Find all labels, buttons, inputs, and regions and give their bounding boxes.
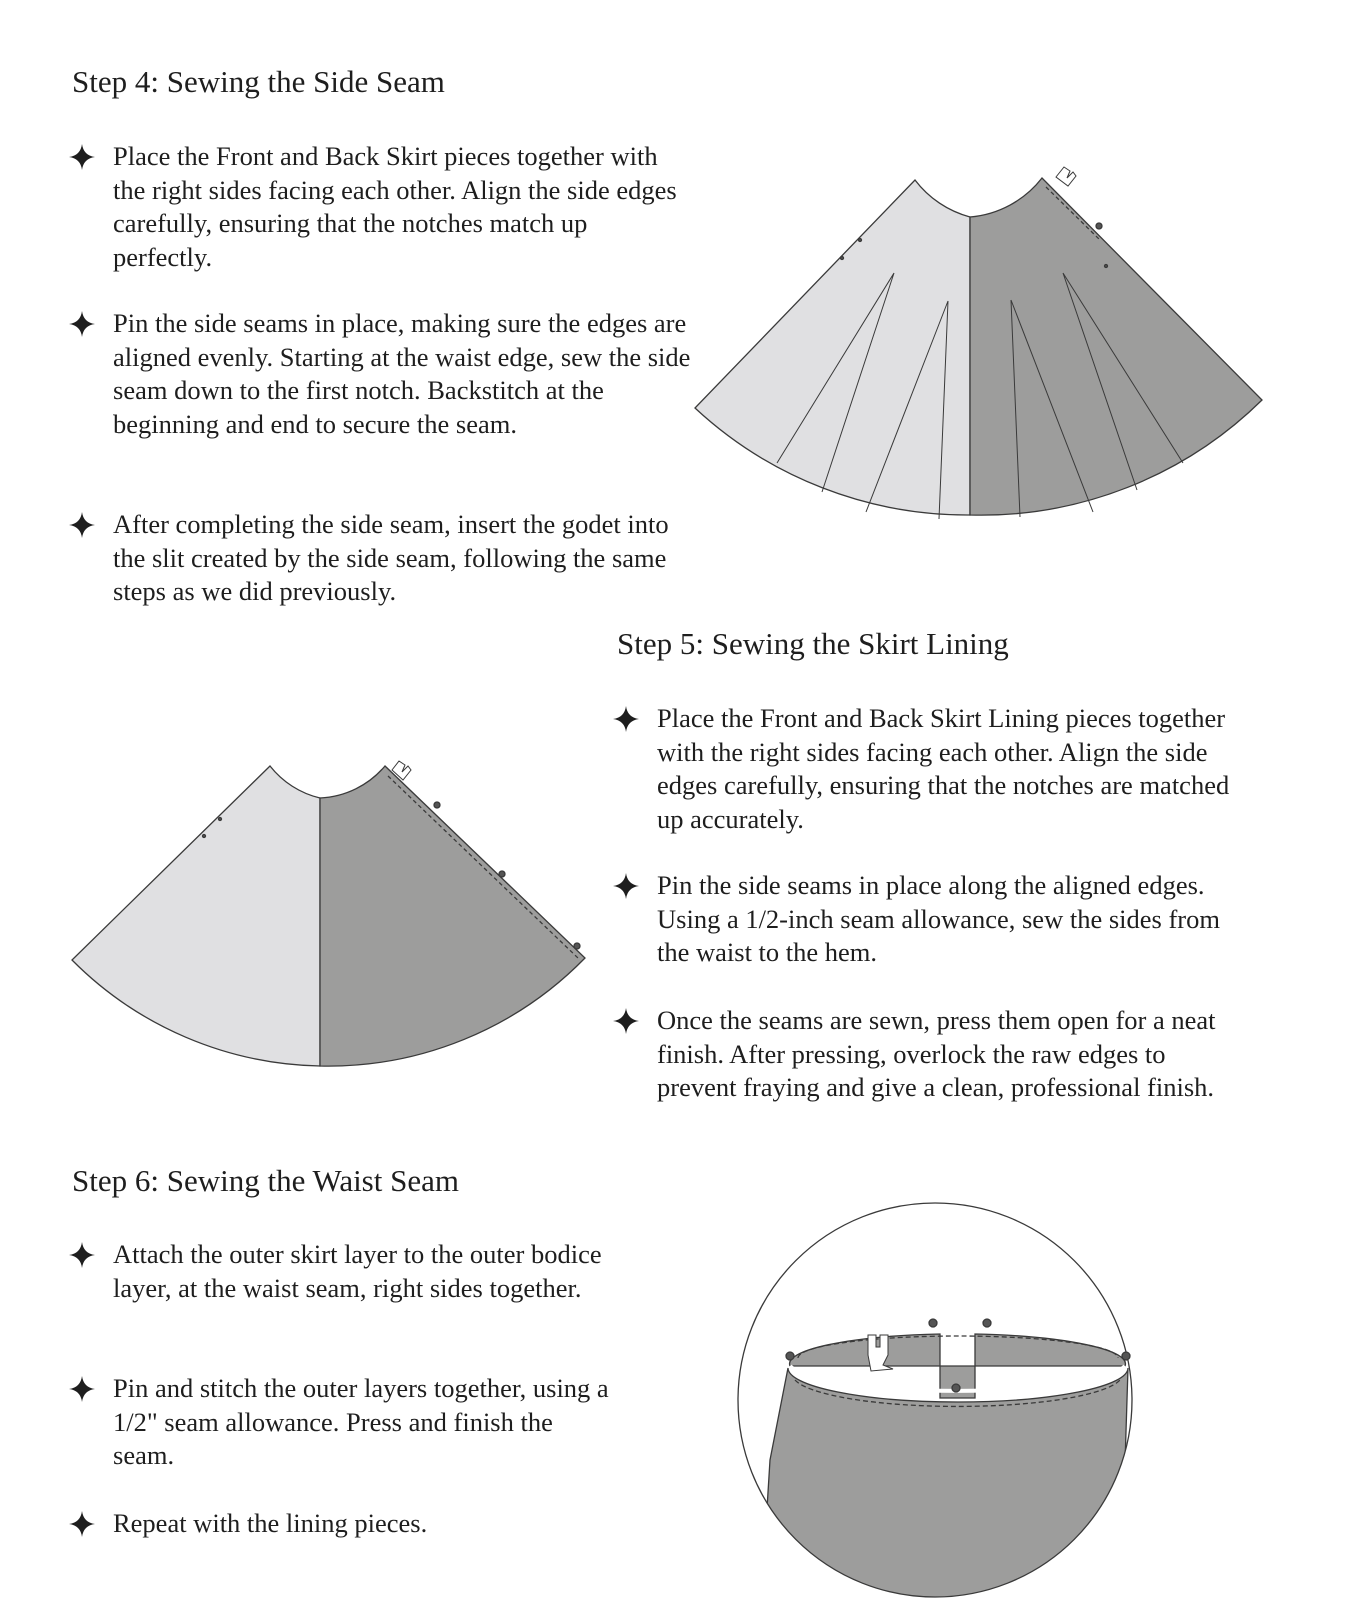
step4-heading: Step 4: Sewing the Side Seam — [72, 64, 445, 99]
step6-bullet-3: Repeat with the lining pieces. — [113, 1507, 693, 1541]
step4-bullet-2: Pin the side seams in place, making sure the edges are aligned evenly. Starting at the waist edge, sew the side seam down to the first notch. Backstitch at the beginning and end to secure the seam. — [113, 307, 693, 441]
skirt-side-seam-illustration — [695, 167, 1262, 519]
step6-bullet-2: Pin and stitch the outer layers together, using a 1/2" seam allowance. Press and finish the seam. — [113, 1372, 613, 1473]
star-bullet-icon — [69, 311, 95, 337]
star-bullet-icon — [69, 1376, 95, 1402]
star-bullet-icon — [69, 144, 95, 170]
step6-heading: Step 6: Sewing the Waist Seam — [72, 1163, 459, 1198]
step4-bullet-1: Place the Front and Back Skirt pieces together with the right sides facing each other. Align the side edges carefully, ensuring that the notches match up perfectly. — [113, 140, 693, 274]
step5-heading: Step 5: Sewing the Skirt Lining — [617, 626, 1009, 661]
star-bullet-icon — [613, 873, 639, 899]
star-bullet-icon — [613, 1008, 639, 1034]
step5-bullet-3: Once the seams are sewn, press them open for a neat finish. After pressing, overlock the raw edges to prevent fraying and give a clean, professional finish. — [657, 1004, 1237, 1105]
step5-bullet-2: Pin the side seams in place along the aligned edges. Using a 1/2-inch seam allowance, sew the sides from the waist to the hem. — [657, 869, 1237, 970]
lining-side-seam-illustration — [72, 761, 585, 1066]
star-bullet-icon — [69, 1511, 95, 1537]
step4-bullet-3: After completing the side seam, insert the godet into the slit created by the side seam, following the same steps as we did previously. — [113, 508, 693, 609]
step6-bullet-1: Attach the outer skirt layer to the outer bodice layer, at the waist seam, right sides together. — [113, 1238, 633, 1305]
step5-bullet-1: Place the Front and Back Skirt Lining pieces together with the right sides facing each other. Align the side edges carefully, ensuring that the notches are matched up accurately. — [657, 702, 1237, 836]
star-bullet-icon — [69, 512, 95, 538]
waist-seam-illustration — [738, 1203, 1132, 1622]
star-bullet-icon — [613, 706, 639, 732]
star-bullet-icon — [69, 1242, 95, 1268]
